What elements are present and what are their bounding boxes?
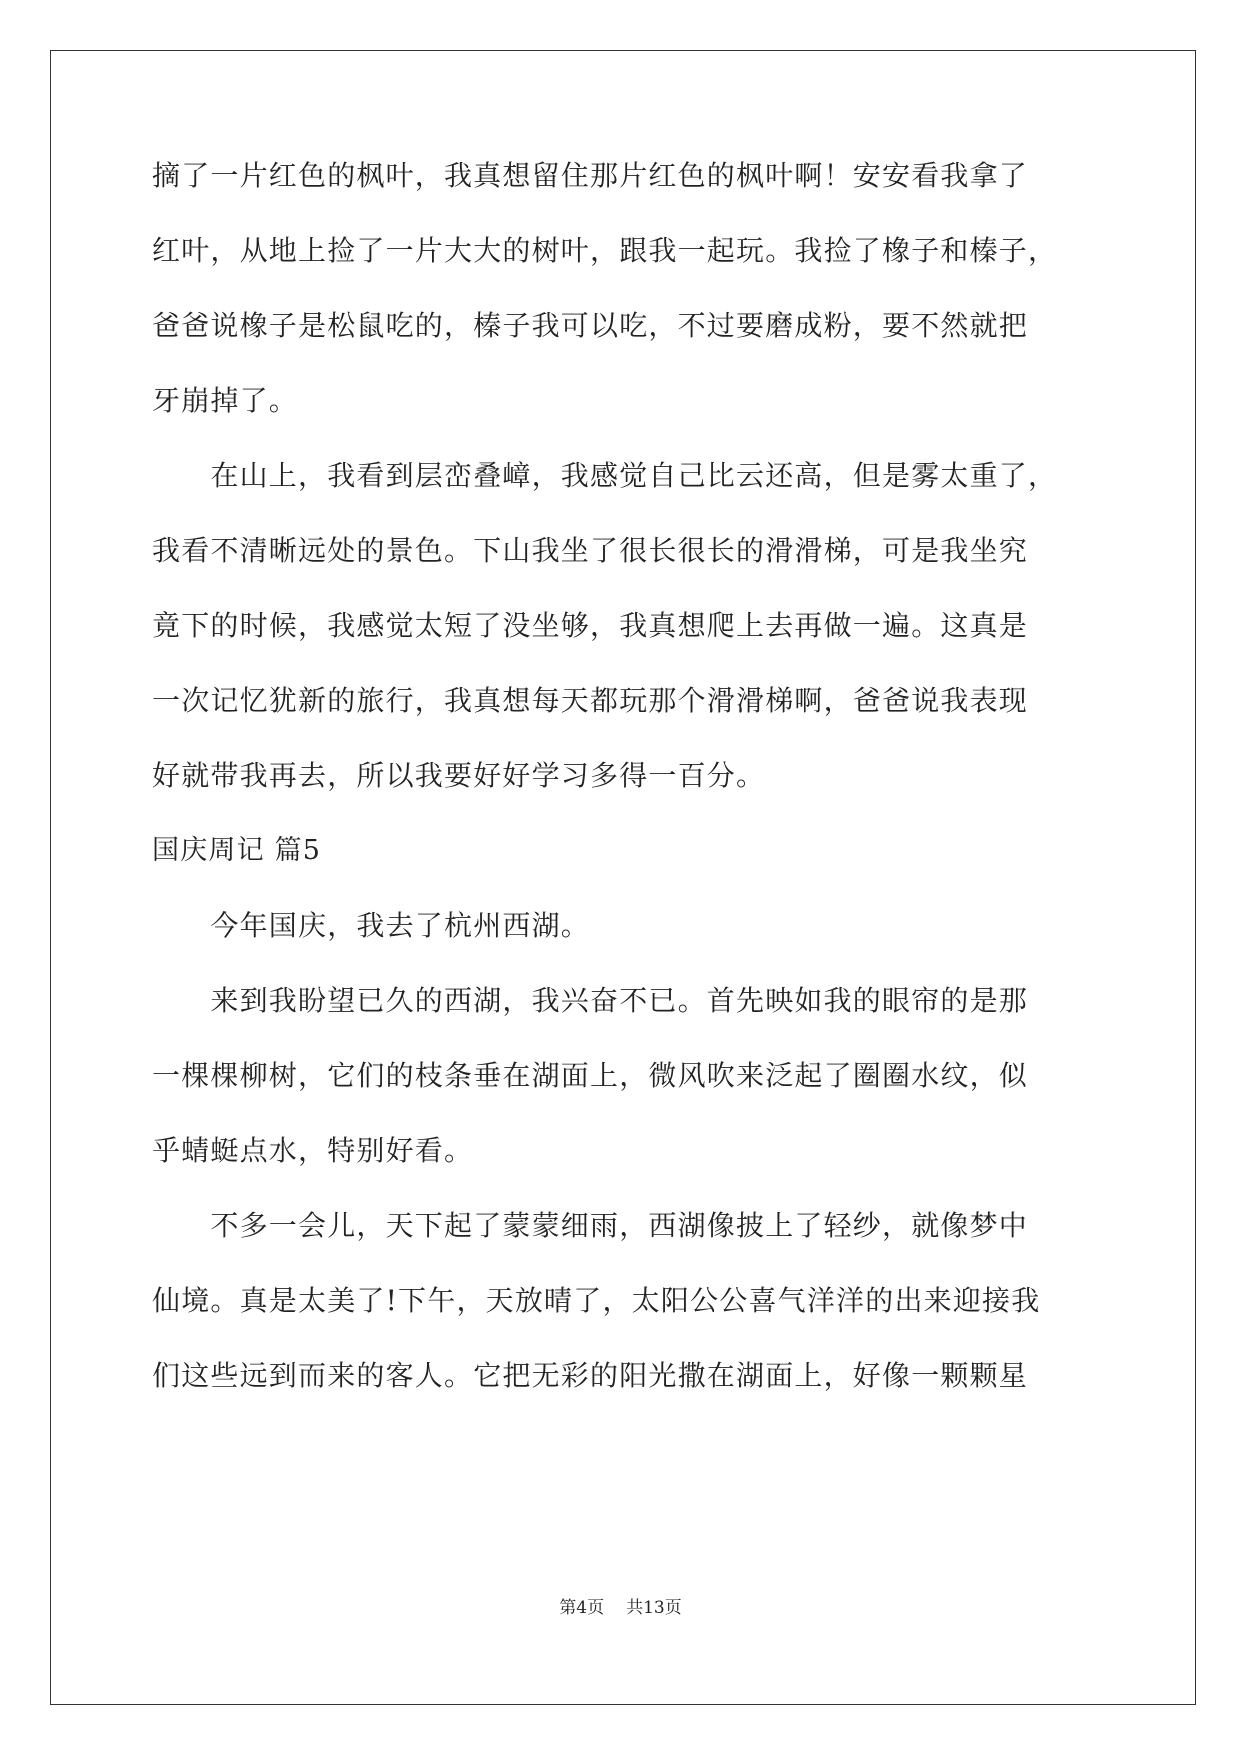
text-line: 竟下的时候，我感觉太短了没坐够，我真想爬上去再做一遍。这真是 [152,609,1029,642]
page-total: 共13页 [626,1598,682,1618]
text-line: 来到我盼望已久的西湖，我兴奋不已。首先映如我的眼帘的是那 [152,984,1029,1017]
text-line: 乎蜻蜓点水，特别好看。 [152,1134,474,1167]
text-line: 一次记忆犹新的旅行，我真想每天都玩那个滑滑梯啊，爸爸说我表现 [152,684,1029,717]
text-line: 们这些远到而来的客人。它把无彩的阳光撒在湖面上，好像一颗颗星 [152,1359,1029,1392]
page-footer [0,1598,1241,1618]
text-line: 一棵棵柳树，它们的枝条垂在湖面上，微风吹来泛起了圈圈水纹，似 [152,1059,1029,1092]
text-line: 我看不清晰远处的景色。下山我坐了很长很长的滑滑梯，可是我坐究 [152,534,1029,567]
text-line: 摘了一片红色的枫叶，我真想留住那片红色的枫叶啊！安安看我拿了 [152,159,1029,192]
text-line: 爸爸说橡子是松鼠吃的，榛子我可以吃，不过要磨成粉，要不然就把 [152,309,1029,342]
section-heading: 国庆周记 篇5 [152,835,322,866]
text-line: 牙崩掉了。 [152,384,299,417]
text-line: 不多一会儿，天下起了蒙蒙细雨，西湖像披上了轻纱，就像梦中 [152,1209,1029,1242]
text-line: 好就带我再去，所以我要好好学习多得一百分。 [152,759,766,792]
text-line: 红叶，从地上捡了一片大大的树叶，跟我一起玩。我捡了橡子和榛子， [152,234,1058,267]
text-line: 在山上，我看到层峦叠嶂，我感觉自己比云还高，但是雾太重了， [152,459,1058,492]
page-border [50,50,1196,1705]
text-line: 仙境。真是太美了!下午，天放晴了，太阳公公喜气洋洋的出来迎接我 [152,1284,1041,1317]
text-line: 今年国庆，我去了杭州西湖。 [152,909,591,942]
page-number: 第4页 [559,1598,605,1618]
